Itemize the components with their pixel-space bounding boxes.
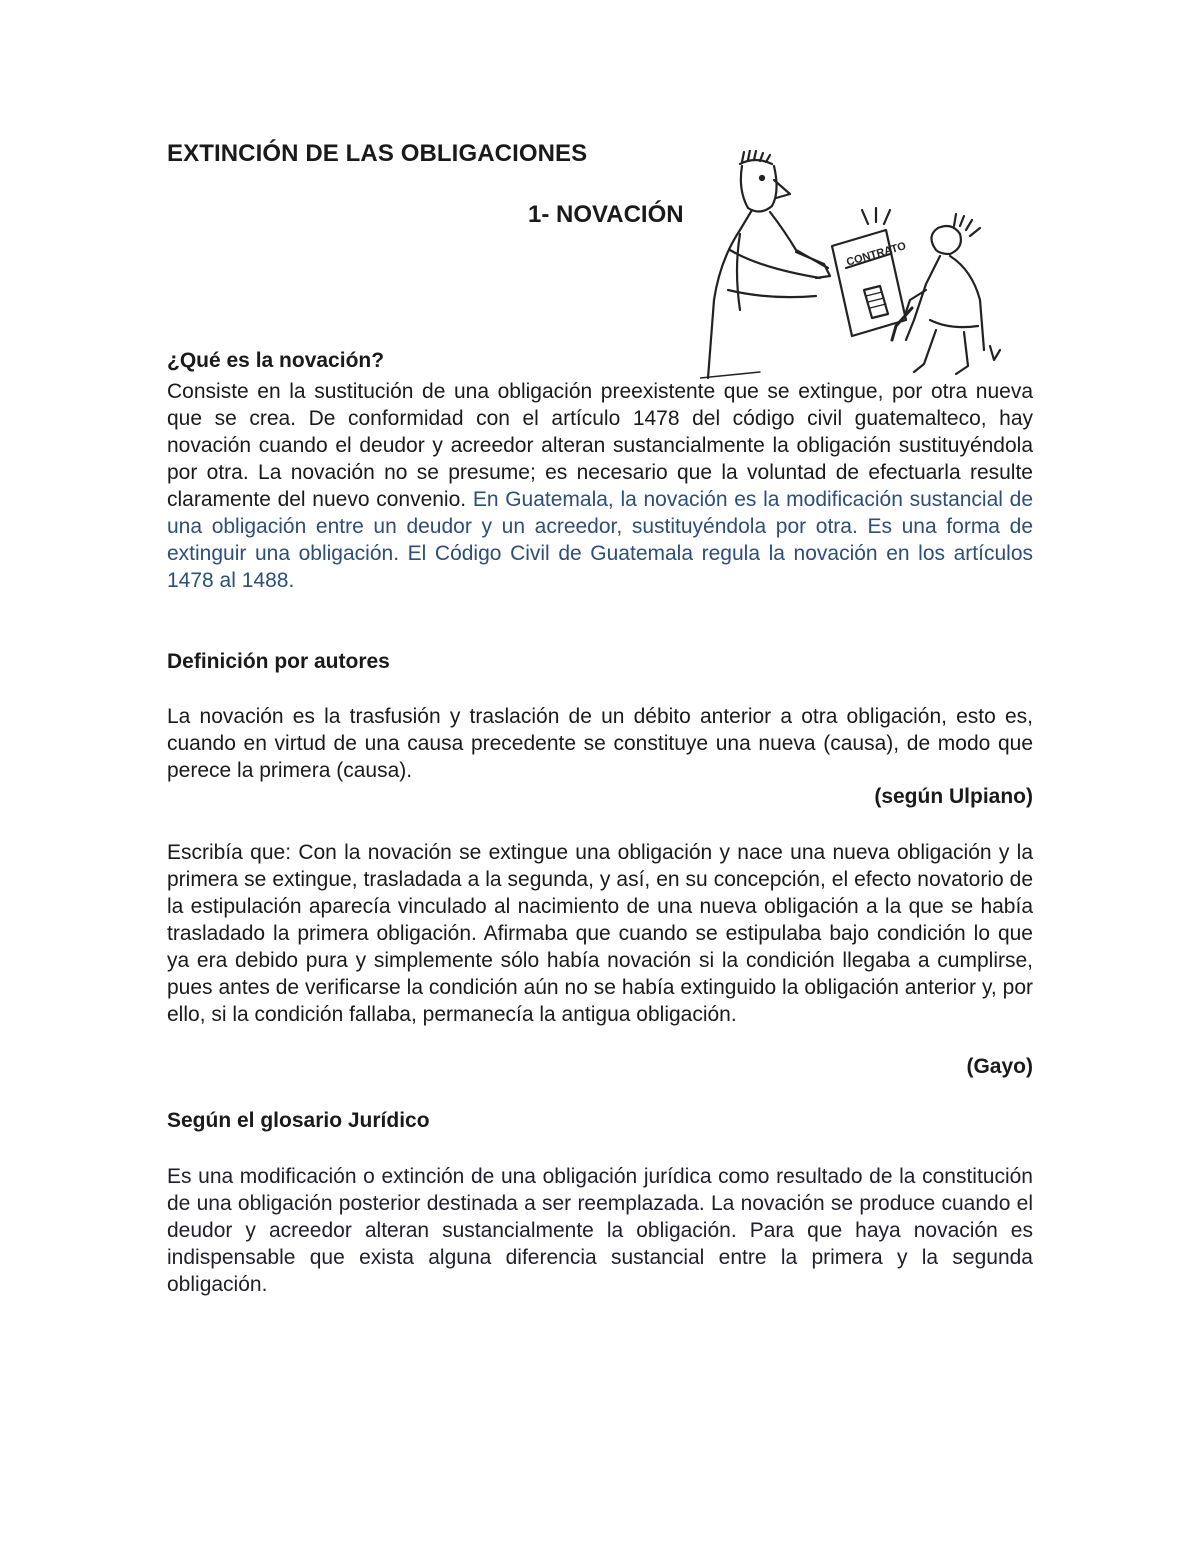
authors-heading: Definición por autores [167,650,390,673]
novation-definition-paragraph [167,378,1033,594]
question-heading: ¿Qué es la novación? [167,349,385,372]
glossary-definition: Es una modificación o extinción de una obligación jurídica como resultado de la constitución de una obligación posterior destinada a ser reemplazada. La novación se produce cuando el deudor y acreedor alteran sustancialmente la obligación. Para que haya novación es indispensable que exista alguna diferencia sustancial entre la primera y la segunda obligación. [167,1165,1033,1296]
contract-label: CONTRATO [845,240,908,269]
ulpiano-definition: La novación es la trasfusión y traslación de un débito anterior a otra obligación, esto es, cuando en virtud de una causa precedente se constituye una nueva (causa), de modo que perece la primera (causa). [167,705,1033,782]
glossary-heading: Según el glosario Jurídico [167,1109,430,1132]
section-title: 1- NOVACIÓN [528,201,684,228]
gayo-citation: (Gayo) [966,1055,1033,1078]
novation-guatemala-text: En Guatemala, la novación es la modificación sustancial de una obligación entre un deudor y un acreedor, sustituyéndola por otra. Es una forma de extinguir una obligación. El Código Civil de Guatemala regula la novación en los artículos 1478 al 1488. [167,488,1033,592]
gayo-definition: Escribía que: Con la novación se extingue una obligación y nace una nueva obligación y la primera se extingue, trasladada a la segunda, y así, en su concepción, el efecto novatorio de la estipulación aparecía vinculado al nacimiento de una nueva obligación a la que se había trasladado la primera obligación. Afirmaba que cuando se estipulaba bajo condición lo que ya era debido pura y simplemente sólo había novación si la condición llegaba a cumplirse, pues antes de verificarse la condición aún no se había extinguido la obligación anterior y, por ello, si la condición fallaba, permanecía la antigua obligación. [167,841,1033,1026]
document-title: EXTINCIÓN DE LAS OBLIGACIONES [167,140,588,167]
novation-definition-text: Consiste en la sustitución de una obligación preexistente que se extingue, por otra nueva que se crea. De conformidad con el artículo 1478 del código civil guatemalteco, hay novación cuando el deudor y acreedor alteran sustancialmente la obligación sustituyéndola por otra. La novación no se presume; es necesario que la voluntad de efectuarla resulte claramente del nuevo convenio. [167,380,1033,511]
ulpiano-citation: (según Ulpiano) [874,785,1033,808]
contract-illustration [700,150,1020,380]
